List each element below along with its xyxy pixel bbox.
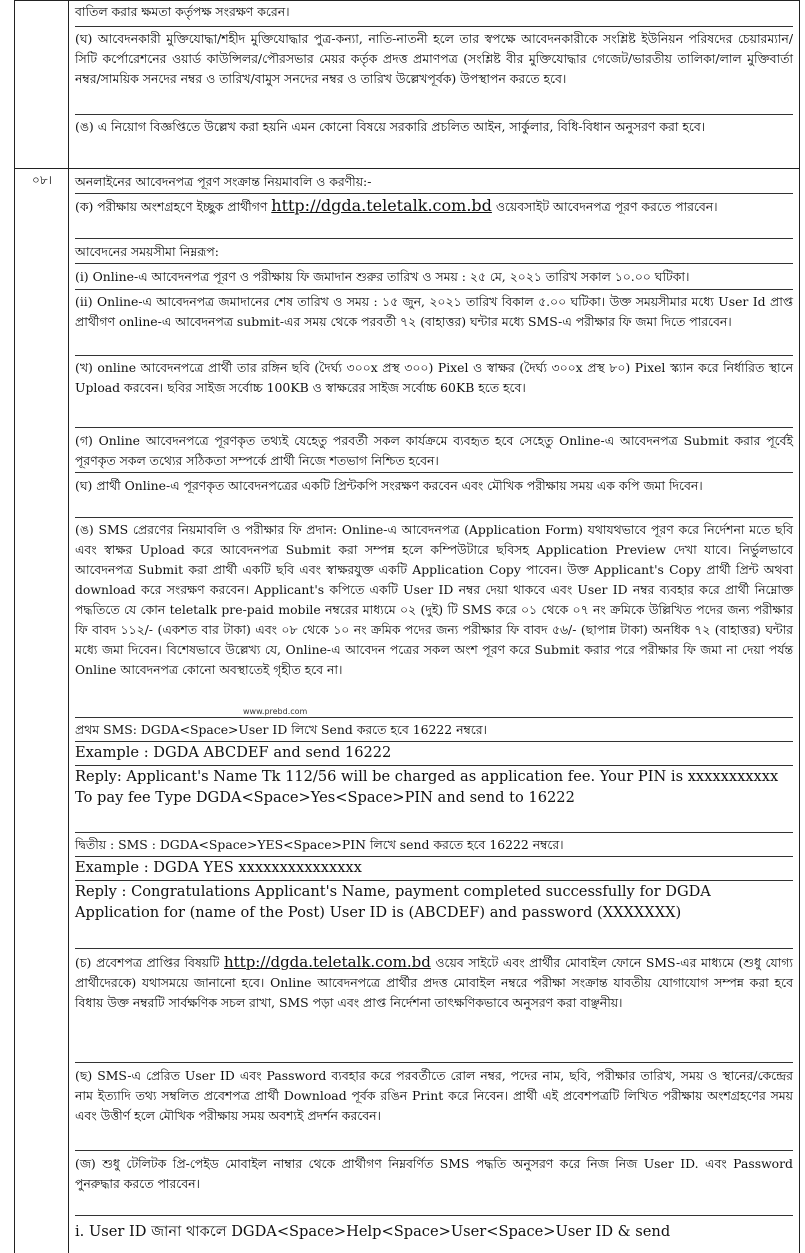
inner-rule: [75, 1062, 793, 1063]
inner-rule: [75, 948, 793, 949]
item-cha: [75, 952, 793, 1013]
inner-rule: [75, 193, 793, 194]
inner-rule: [75, 856, 793, 857]
deadline-end: (ii) Online-এ আবেদনপত্র জমাদানের শেষ তারিখ ও সময় : ১৫ জুন, ২০২১ তারিখ বিকাল ৫.০০ ঘটিকা। উক্ত সময়সীমার মধ্যে User Id প্রাপ্ত প্রার্থীগণ online-এ আবেদনপত্র submit-এর সময় থেকে পরবর্তী ৭২ (বাহাত্তর) ঘন্টার মধ্যে SMS-এ পরীক্ষার ফি জমা দিতে পারবেন।: [75, 294, 793, 329]
prev-item-umo: (ঙ) এ নিয়োগ বিজ্ঞপ্তিতে উল্লেখ করা হয়নি এমন কোনো বিষয়ে সরকারি প্রচলিত আইন, সার্কুলার, বিধি-বিধান অনুসরণ করা হবে।: [75, 119, 706, 134]
item-ja: (জ) শুধু টেলিটক প্রি-পেইড মোবাইল নাম্বার থেকে প্রার্থীগণ নিম্নবর্ণিত SMS পদ্ধতি অনুসরণ করে নিজ নিজ User ID. এবং Password পুনরুদ্ধার করতে পারবেন।: [75, 1156, 793, 1191]
item-kha: (খ) online আবেদনপত্রে প্রার্থী তার রঙ্গিন ছবি (দৈর্ঘ্য ৩০০x প্রস্থ ৩০০) Pixel ও স্বাক্ষর (দৈর্ঘ্য ৩০০x প্রস্থ ৮০) Pixel স্ক্যান করে নির্ধারিত স্থানে Upload করবেন। ছবির সাইজ সর্বোচ্চ 100KB ও স্বাক্ষরের সাইজ সর্বোচ্চ 60KB হতে হবে।: [75, 360, 793, 395]
item-cha-suffix: ওয়েব সাইটে এবং প্রার্থীর মোবাইল ফোনে SMS-এর মাধ্যমে (শুধু যোগ্য প্রার্থীদেরকে) যথাসময়ে জানানো হবে। Online আবেদনপত্রে প্রার্থীর প্রদত্ত মোবাইল নম্বরে পরীক্ষা সংক্রান্ত যাবতীয় যোগাযোগ সম্পন্ন করা হবে বিধায় উক্ত নম্বরটি সার্বক্ষণিক সচল রাখা, SMS পড়া এবং প্রাপ্ত নির্দেশনা তাৎক্ষণিকভাবে অনুসরণ করা বাঞ্ছনীয়।: [75, 955, 793, 1010]
inner-rule: [75, 238, 793, 239]
document-table: [14, 0, 800, 1253]
inner-rule: [75, 427, 793, 428]
prev-item-gha: (ঘ) আবেদনকারী মুক্তিযোদ্ধা/শহীদ মুক্তিযোদ্ধার পুত্র-কন্যা, নাতি-নাতনী হলে তার স্বপক্ষে আবেদনকারীকে সংশ্লিষ্ট ইউনিয়ন পরিষদের চেয়ারম্যান/সিটি কর্পোরেশনের ওয়ার্ড কাউন্সিলর/পৌরসভার মেয়র কর্তৃক প্রদত্ত প্রমাণপত্র (সংশ্লিষ্ট বীর মুক্তিযোদ্ধার গেজেট/ভারতীয় তালিকা/লাল মুক্তিবার্তা নম্বর/সাময়িক সনদের নম্বর ও তারিখ/বামুস সনদের নম্বর ও তারিখ উল্লেখপূর্বক) উপস্থাপন করতে হবে।: [75, 31, 793, 86]
teletalk-link-admit[interactable]: http://dgda.teletalk.com.bd: [223, 953, 431, 971]
inner-rule: [75, 263, 793, 264]
item-ka: [75, 196, 793, 217]
content-column: [75, 0, 793, 1253]
section-heading: অনলাইনের আবেদনপত্র পূরণ সংক্রান্ত নিয়মাবলি ও করণীয়:-: [75, 174, 372, 189]
inner-rule: [75, 114, 793, 115]
deadline-title: আবেদনের সময়সীমা নিম্নরূপ:: [75, 244, 219, 259]
inner-rule: [75, 517, 793, 518]
inner-rule: [75, 26, 793, 27]
item-ka-prefix: (ক) পরীক্ষায় অংশগ্রহণে ইচ্ছুক প্রার্থীগণ: [75, 199, 272, 214]
item-cha-prefix: (চ) প্রবেশপত্র প্রাপ্তির বিষয়টি: [75, 955, 224, 970]
item-ga: (গ) Online আবেদনপত্রে পূরণকৃত তথ্যই যেহেতু পরবর্তী সকল কার্যক্রমে ব্যবহৃত হবে সেহেতু Online-এ আবেদনপত্র Submit করার পূর্বেই পূরণকৃত সকল তথ্যের সঠিকতা সম্পর্কে প্রার্থী নিজে শতভাগ নিশ্চিত হবেন।: [75, 433, 793, 468]
sms2-example: Example : DGDA YES xxxxxxxxxxxxxxx: [75, 859, 362, 876]
inner-rule: [75, 1150, 793, 1151]
sms2-reply: Reply : Congratulations Applicant's Name, payment completed successfully for DGDA Application for (name of the Post) User ID is (ABCDEF) and password (XXXXXXX): [75, 883, 711, 921]
row-number: ০৮।: [32, 173, 52, 187]
item-ka-suffix: ওয়েবসাইট আবেদনপত্র পূরণ করতে পারবেন।: [491, 199, 718, 214]
sms1-example: Example : DGDA ABCDEF and send 16222: [75, 744, 392, 761]
deadline-start: (i) Online-এ আবেদনপত্র পূরণ ও পরীক্ষায় ফি জমাদান শুরুর তারিখ ও সময় : ২৫ মে, ২০২১ তারিখ সকাল ১০.০০ ঘটিকা।: [75, 269, 690, 284]
inner-rule: [75, 717, 793, 718]
item-gha: (ঘ) প্রার্থী Online-এ পূরণকৃত আবেদনপত্রের একটি প্রিন্টকপি সংরক্ষণ করবেন এবং মৌখিক পরীক্ষায় সময় এক কপি জমা দিবেন।: [75, 478, 703, 493]
inner-rule: [75, 741, 793, 742]
sms1-instruction: প্রথম SMS: DGDA<Space>User ID লিখে Send করতে হবে 16222 নম্বরে।: [75, 722, 487, 737]
inner-rule: [75, 289, 793, 290]
item-ja-i: i. User ID জানা থাকলে DGDA<Space>Help<Space>User<Space>User ID & send: [75, 1223, 671, 1240]
inner-rule: [75, 1215, 793, 1216]
teletalk-link[interactable]: http://dgda.teletalk.com.bd: [271, 196, 492, 215]
watermark-text: www.prebd.com: [243, 707, 308, 716]
item-umo: (ঙ) SMS প্রেরণের নিয়মাবলি ও পরীক্ষার ফি প্রদান: Online-এ আবেদনপত্র (Application Form) যথাযথভাবে পূরণ করে নির্দেশনা মতে ছবি এবং স্বাক্ষর Upload করে আবেদনপত্র Submit করা সম্পন্ন হলে কম্পিউটারে ছবিসহ Application Preview দেখা যাবে। নির্ভুলভাবে আবেদনপত্র Submit করা প্রার্থী একটি ছবি এবং স্বাক্ষরযুক্ত একটি Application Copy পাবেন। উক্ত Applicant's Copy প্রার্থী প্রিন্ট অথবা download করে সংরক্ষণ করবেন। Applicant's কপিতে একটি User ID নম্বর দেয়া থাকবে এবং User ID নম্বর ব্যবহার করে প্রার্থী নিম্নোক্ত পদ্ধতিতে যে কোন teletalk pre-paid mobile নম্বরের মাধ্যমে ০২ (দুই) টি SMS করে ০১ থেকে ০৭ নং ক্রমিকে উল্লিখিত পদের জন্য পরীক্ষার ফি বাবদ ১১২/- (একশত বার টাকা) এবং ০৮ থেকে ১০ নং ক্রমিক পদের জন্য পরীক্ষার ফি বাবদ ৫৬/- (ছাপান্ন টাকা) অনধিক ৭২ (বাহাত্তর) ঘন্টার মধ্যে জমা দিবেন। বিশেষভাবে উল্লেখ্য যে, Online-এ আবেদন পত্রের সকল অংশ পূরণ করে Submit করার পরে পরীক্ষার ফি জমা না দেয়া পর্যন্ত Online আবেদনপত্র কোনো অবস্থাতেই গৃহীত হবে না।: [75, 522, 793, 677]
prev-line-top: বাতিল করার ক্ষমতা কর্তৃপক্ষ সংরক্ষণ করেন।: [75, 4, 290, 19]
sms2-instruction: দ্বিতীয় : SMS : DGDA<Space>YES<Space>PIN লিখে send করতে হবে 16222 নম্বরে।: [75, 837, 564, 852]
sms1-reply: Reply: Applicant's Name Tk 112/56 will be charged as application fee. Your PIN is xxxxxxxxxxx To pay fee Type DGDA<Space>Yes<Space>PIN and send to 16222: [75, 768, 779, 806]
item-chha: (ছ) SMS-এ প্রেরিত User ID এবং Password ব্যবহার করে পরবর্তীতে রোল নম্বর, পদের নাম, ছবি, পরীক্ষার তারিখ, সময় ও স্থানের/কেন্দ্রের নাম ইত্যাদি তথ্য সম্বলিত প্রবেশপত্র প্রার্থী Download পূর্বক রঙিন Print করে নিবেন। প্রার্থী এই প্রবেশপত্রটি লিখিত পরীক্ষায় অংশগ্রহণের সময় এবং উত্তীর্ণ হলে মৌখিক পরীক্ষায় সময় অবশ্যই প্রদর্শন করবেন।: [75, 1068, 793, 1123]
inner-rule: [75, 832, 793, 833]
inner-rule: [75, 765, 793, 766]
inner-rule: [75, 472, 793, 473]
inner-rule: [75, 880, 793, 881]
inner-rule: [75, 355, 793, 356]
